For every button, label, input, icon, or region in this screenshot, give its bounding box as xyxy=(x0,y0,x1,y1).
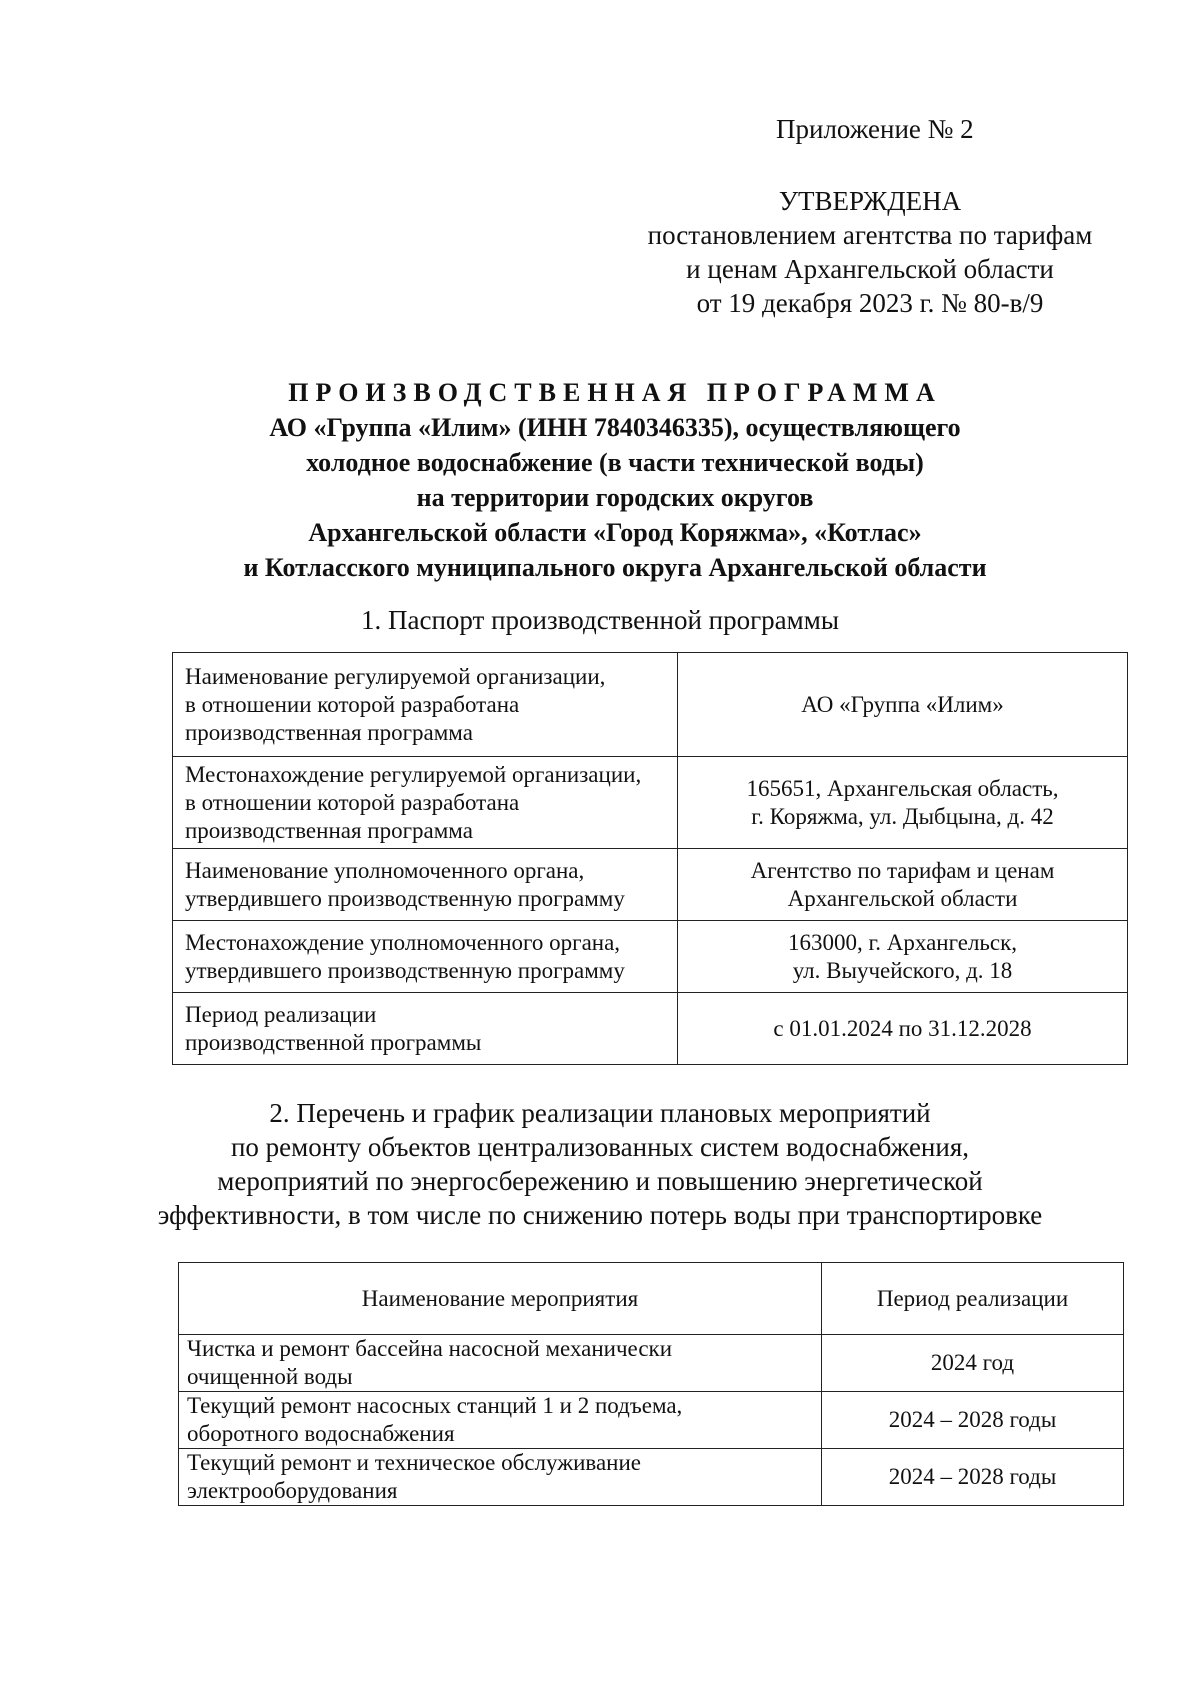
document-title xyxy=(180,375,1050,585)
cell-line: г. Коряжма, ул. Дыбцына, д. 42 xyxy=(751,803,1054,829)
cell-line: утвердившего производственную программу xyxy=(185,957,625,983)
title-line: Архангельской области «Город Коряжма», «Котлас» xyxy=(308,518,922,547)
measure-name xyxy=(179,1392,822,1449)
cell-line: Наименование регулируемой организации, xyxy=(185,663,606,689)
table-row xyxy=(173,921,1128,993)
heading-line: 2. Перечень и график реализации плановых мероприятий xyxy=(269,1098,931,1128)
cell-line: электрооборудования xyxy=(187,1478,398,1503)
cell-line: с 01.01.2024 по 31.12.2028 xyxy=(773,1015,1032,1041)
approved-by-line: от 19 декабря 2023 г. № 80-в/9 xyxy=(696,288,1044,318)
column-header-period: Период реализации xyxy=(822,1263,1124,1335)
title-line: холодное водоснабжение (в части технической воды) xyxy=(306,448,924,477)
cell-line: 165651, Архангельская область, xyxy=(746,775,1059,801)
title-line: АО «Группа «Илим» (ИНН 7840346335), осуществляющего xyxy=(269,413,961,442)
cell-line: в отношении которой разработана xyxy=(185,691,520,717)
cell-line: АО «Группа «Илим» xyxy=(801,691,1004,717)
table-row xyxy=(179,1392,1124,1449)
appendix-label: Приложение № 2 xyxy=(776,114,974,144)
heading-line: мероприятий по энергосбережению и повышению энергетической xyxy=(217,1166,983,1196)
passport-label xyxy=(173,757,678,849)
cell-line: Чистка и ремонт бассейна насосной механически xyxy=(187,1336,673,1361)
measure-name xyxy=(179,1335,822,1392)
measure-period: 2024 – 2028 годы xyxy=(822,1392,1124,1449)
passport-value xyxy=(678,849,1128,921)
measures-table xyxy=(178,1262,1124,1506)
passport-value xyxy=(678,757,1128,849)
table-row xyxy=(173,653,1128,757)
passport-label xyxy=(173,653,678,757)
table-row xyxy=(173,849,1128,921)
passport-value xyxy=(678,921,1128,993)
cell-line: Агентство по тарифам и ценам xyxy=(750,857,1055,883)
table-row xyxy=(179,1449,1124,1506)
table-row xyxy=(179,1335,1124,1392)
cell-line: Местонахождение регулируемой организации, xyxy=(185,761,642,787)
passport-value xyxy=(678,653,1128,757)
measure-name xyxy=(179,1449,822,1506)
title-heading: ПРОИЗВОДСТВЕННАЯ ПРОГРАММА xyxy=(288,378,942,407)
heading-line: эффективности, в том числе по снижению потерь воды при транспортировке xyxy=(157,1200,1043,1230)
cell-line: 163000, г. Архангельск, xyxy=(787,929,1018,955)
title-line: и Котласского муниципального округа Архангельской области xyxy=(243,553,987,582)
passport-label xyxy=(173,921,678,993)
cell-line: производственная программа xyxy=(185,719,473,745)
cell-line: Текущий ремонт и техническое обслуживание xyxy=(187,1450,641,1475)
cell-line: Текущий ремонт насосных станций 1 и 2 подъема, xyxy=(187,1393,683,1418)
table-header-row xyxy=(179,1263,1124,1335)
passport-label xyxy=(173,849,678,921)
passport-value xyxy=(678,993,1128,1065)
approved-label: УТВЕРЖДЕНА xyxy=(778,186,962,216)
cell-line: производственная программа xyxy=(185,817,473,843)
cell-line: Период реализации xyxy=(185,1001,377,1027)
approved-by-line: и ценам Архангельской области xyxy=(686,254,1054,284)
section-2-heading xyxy=(150,1096,1050,1232)
title-line: на территории городских округов xyxy=(416,483,814,512)
table-row xyxy=(173,757,1128,849)
approval-block xyxy=(600,184,1140,320)
heading-line: по ремонту объектов централизованных систем водоснабжения, xyxy=(230,1132,970,1162)
cell-line: очищенной воды xyxy=(187,1364,353,1389)
column-header-name: Наименование мероприятия xyxy=(179,1263,822,1335)
measure-period: 2024 год xyxy=(822,1335,1124,1392)
passport-label xyxy=(173,993,678,1065)
section-1-heading: 1. Паспорт производственной программы xyxy=(361,605,839,635)
cell-line: производственной программы xyxy=(185,1029,482,1055)
measure-period: 2024 – 2028 годы xyxy=(822,1449,1124,1506)
cell-line: Наименование уполномоченного органа, xyxy=(185,857,585,883)
cell-line: Архангельской области xyxy=(787,885,1018,911)
approved-by-line: постановлением агентства по тарифам xyxy=(647,220,1093,250)
cell-line: оборотного водоснабжения xyxy=(187,1421,455,1446)
passport-table xyxy=(172,652,1128,1065)
cell-line: Местонахождение уполномоченного органа, xyxy=(185,929,621,955)
table-row xyxy=(173,993,1128,1065)
cell-line: утвердившего производственную программу xyxy=(185,885,625,911)
cell-line: ул. Выучейского, д. 18 xyxy=(792,957,1013,983)
cell-line: в отношении которой разработана xyxy=(185,789,520,815)
